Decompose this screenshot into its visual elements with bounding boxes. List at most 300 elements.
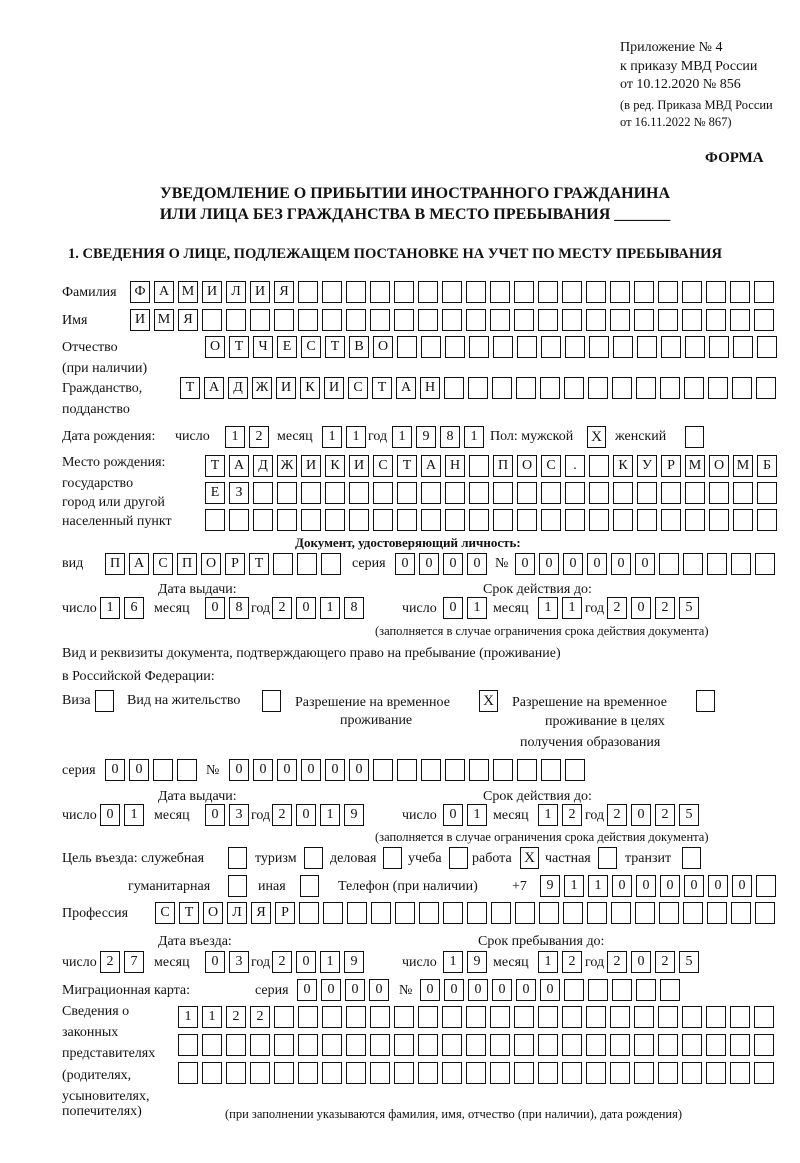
char-cell[interactable]: [706, 1062, 726, 1084]
char-cell[interactable]: [754, 281, 774, 303]
char-cell[interactable]: [229, 509, 249, 531]
char-cell[interactable]: [298, 1006, 318, 1028]
char-cell[interactable]: [418, 1062, 438, 1084]
char-cell[interactable]: С: [301, 336, 321, 358]
char-cell[interactable]: 1: [464, 426, 484, 448]
char-cell[interactable]: К: [613, 455, 633, 477]
char-cell[interactable]: [661, 482, 681, 504]
sex-female-checkbox[interactable]: [685, 426, 704, 448]
char-cell[interactable]: [421, 336, 441, 358]
sex-male-checkbox[interactable]: X: [587, 426, 606, 448]
char-cell[interactable]: С: [373, 455, 393, 477]
char-cell[interactable]: [514, 1062, 534, 1084]
char-cell[interactable]: 1: [564, 875, 584, 897]
char-cell[interactable]: 9: [416, 426, 436, 448]
char-cell[interactable]: 9: [344, 804, 364, 826]
char-cell[interactable]: [321, 553, 341, 575]
char-cell[interactable]: 2: [562, 951, 582, 973]
char-cell[interactable]: [706, 1006, 726, 1028]
char-cell[interactable]: [756, 377, 776, 399]
char-cell[interactable]: [205, 509, 225, 531]
char-cell[interactable]: [636, 377, 656, 399]
char-cell[interactable]: 0: [296, 597, 316, 619]
char-cell[interactable]: 0: [345, 979, 365, 1001]
char-cell[interactable]: [634, 309, 654, 331]
char-cell[interactable]: 8: [344, 597, 364, 619]
char-cell[interactable]: 0: [563, 553, 583, 575]
char-cell[interactable]: [370, 1062, 390, 1084]
char-cell[interactable]: 1: [588, 875, 608, 897]
char-cell[interactable]: [421, 482, 441, 504]
char-cell[interactable]: С: [153, 553, 173, 575]
char-cell[interactable]: [517, 759, 537, 781]
char-cell[interactable]: [517, 482, 537, 504]
char-cell[interactable]: [445, 482, 465, 504]
char-cell[interactable]: 2: [607, 951, 627, 973]
char-cell[interactable]: С: [348, 377, 368, 399]
char-cell[interactable]: [418, 309, 438, 331]
char-cell[interactable]: [347, 902, 367, 924]
char-cell[interactable]: 0: [635, 553, 655, 575]
char-cell[interactable]: [586, 1062, 606, 1084]
char-cell[interactable]: [394, 1006, 414, 1028]
char-cell[interactable]: [442, 281, 462, 303]
char-cell[interactable]: 0: [443, 804, 463, 826]
char-cell[interactable]: [565, 509, 585, 531]
char-cell[interactable]: [589, 509, 609, 531]
char-cell[interactable]: [682, 1006, 702, 1028]
char-cell[interactable]: 2: [100, 951, 120, 973]
char-cell[interactable]: О: [373, 336, 393, 358]
char-cell[interactable]: [346, 281, 366, 303]
char-cell[interactable]: Т: [249, 553, 269, 575]
char-cell[interactable]: [610, 281, 630, 303]
char-cell[interactable]: [466, 1062, 486, 1084]
char-cell[interactable]: [541, 759, 561, 781]
char-cell[interactable]: К: [325, 455, 345, 477]
humanitarian-checkbox[interactable]: [228, 875, 247, 897]
char-cell[interactable]: [562, 1062, 582, 1084]
char-cell[interactable]: [685, 509, 705, 531]
char-cell[interactable]: [298, 1062, 318, 1084]
transit-checkbox[interactable]: [682, 847, 701, 869]
char-cell[interactable]: С: [541, 455, 561, 477]
char-cell[interactable]: [637, 509, 657, 531]
char-cell[interactable]: 0: [253, 759, 273, 781]
char-cell[interactable]: Б: [757, 455, 777, 477]
char-cell[interactable]: П: [177, 553, 197, 575]
char-cell[interactable]: [540, 377, 560, 399]
char-cell[interactable]: [226, 309, 246, 331]
char-cell[interactable]: [517, 509, 537, 531]
char-cell[interactable]: 0: [443, 553, 463, 575]
char-cell[interactable]: [634, 281, 654, 303]
char-cell[interactable]: [730, 309, 750, 331]
char-cell[interactable]: А: [396, 377, 416, 399]
char-cell[interactable]: Д: [228, 377, 248, 399]
char-cell[interactable]: [468, 377, 488, 399]
char-cell[interactable]: [445, 509, 465, 531]
char-cell[interactable]: [202, 1034, 222, 1056]
char-cell[interactable]: 1: [100, 597, 120, 619]
char-cell[interactable]: У: [637, 455, 657, 477]
char-cell[interactable]: [226, 1034, 246, 1056]
char-cell[interactable]: 2: [562, 804, 582, 826]
char-cell[interactable]: Т: [372, 377, 392, 399]
char-cell[interactable]: И: [130, 309, 150, 331]
char-cell[interactable]: [370, 309, 390, 331]
char-cell[interactable]: [637, 482, 657, 504]
char-cell[interactable]: 0: [468, 979, 488, 1001]
char-cell[interactable]: [466, 309, 486, 331]
char-cell[interactable]: 0: [420, 979, 440, 1001]
official-checkbox[interactable]: [228, 847, 247, 869]
char-cell[interactable]: П: [493, 455, 513, 477]
char-cell[interactable]: [707, 553, 727, 575]
char-cell[interactable]: 7: [124, 951, 144, 973]
char-cell[interactable]: М: [154, 309, 174, 331]
char-cell[interactable]: 0: [492, 979, 512, 1001]
char-cell[interactable]: 3: [229, 951, 249, 973]
char-cell[interactable]: [755, 902, 775, 924]
char-cell[interactable]: [730, 1062, 750, 1084]
char-cell[interactable]: Я: [251, 902, 271, 924]
char-cell[interactable]: [346, 1062, 366, 1084]
char-cell[interactable]: Т: [397, 455, 417, 477]
char-cell[interactable]: 0: [540, 979, 560, 1001]
char-cell[interactable]: О: [203, 902, 223, 924]
char-cell[interactable]: [325, 482, 345, 504]
char-cell[interactable]: 1: [124, 804, 144, 826]
char-cell[interactable]: 2: [607, 597, 627, 619]
char-cell[interactable]: [466, 281, 486, 303]
char-cell[interactable]: Т: [180, 377, 200, 399]
char-cell[interactable]: [346, 1034, 366, 1056]
char-cell[interactable]: 9: [540, 875, 560, 897]
char-cell[interactable]: 0: [296, 951, 316, 973]
char-cell[interactable]: [563, 902, 583, 924]
char-cell[interactable]: [757, 336, 777, 358]
char-cell[interactable]: А: [154, 281, 174, 303]
char-cell[interactable]: [298, 1034, 318, 1056]
char-cell[interactable]: [298, 309, 318, 331]
char-cell[interactable]: [731, 553, 751, 575]
char-cell[interactable]: 0: [611, 553, 631, 575]
char-cell[interactable]: [442, 309, 462, 331]
char-cell[interactable]: 0: [395, 553, 415, 575]
char-cell[interactable]: 1: [538, 951, 558, 973]
char-cell[interactable]: [442, 1006, 462, 1028]
char-cell[interactable]: [611, 902, 631, 924]
char-cell[interactable]: [493, 482, 513, 504]
char-cell[interactable]: 8: [440, 426, 460, 448]
char-cell[interactable]: [469, 759, 489, 781]
char-cell[interactable]: И: [276, 377, 296, 399]
char-cell[interactable]: [253, 509, 273, 531]
char-cell[interactable]: [153, 759, 173, 781]
char-cell[interactable]: [418, 1034, 438, 1056]
char-cell[interactable]: [514, 1006, 534, 1028]
char-cell[interactable]: М: [178, 281, 198, 303]
char-cell[interactable]: 0: [467, 553, 487, 575]
char-cell[interactable]: [253, 482, 273, 504]
char-cell[interactable]: 5: [679, 951, 699, 973]
char-cell[interactable]: [397, 336, 417, 358]
char-cell[interactable]: [730, 1006, 750, 1028]
private-checkbox[interactable]: [598, 847, 617, 869]
char-cell[interactable]: [610, 1034, 630, 1056]
char-cell[interactable]: [754, 1034, 774, 1056]
char-cell[interactable]: 1: [178, 1006, 198, 1028]
char-cell[interactable]: 0: [631, 951, 651, 973]
char-cell[interactable]: 0: [444, 979, 464, 1001]
char-cell[interactable]: М: [685, 455, 705, 477]
char-cell[interactable]: Ж: [277, 455, 297, 477]
char-cell[interactable]: 1: [562, 597, 582, 619]
char-cell[interactable]: [322, 1034, 342, 1056]
char-cell[interactable]: [322, 1062, 342, 1084]
char-cell[interactable]: 0: [100, 804, 120, 826]
char-cell[interactable]: 5: [679, 804, 699, 826]
char-cell[interactable]: [564, 377, 584, 399]
char-cell[interactable]: А: [129, 553, 149, 575]
work-checkbox[interactable]: X: [520, 847, 539, 869]
char-cell[interactable]: [322, 281, 342, 303]
char-cell[interactable]: [661, 336, 681, 358]
char-cell[interactable]: 0: [515, 553, 535, 575]
char-cell[interactable]: [418, 1006, 438, 1028]
char-cell[interactable]: [370, 1034, 390, 1056]
char-cell[interactable]: А: [204, 377, 224, 399]
char-cell[interactable]: [610, 1062, 630, 1084]
char-cell[interactable]: И: [250, 281, 270, 303]
char-cell[interactable]: 1: [322, 426, 342, 448]
char-cell[interactable]: [490, 1034, 510, 1056]
char-cell[interactable]: [250, 309, 270, 331]
char-cell[interactable]: [541, 509, 561, 531]
char-cell[interactable]: [658, 1006, 678, 1028]
char-cell[interactable]: [274, 309, 294, 331]
char-cell[interactable]: Р: [661, 455, 681, 477]
char-cell[interactable]: 1: [443, 951, 463, 973]
char-cell[interactable]: [612, 377, 632, 399]
char-cell[interactable]: 0: [539, 553, 559, 575]
trp-checkbox[interactable]: X: [479, 690, 498, 712]
char-cell[interactable]: [202, 309, 222, 331]
char-cell[interactable]: К: [300, 377, 320, 399]
char-cell[interactable]: [443, 902, 463, 924]
char-cell[interactable]: 0: [587, 553, 607, 575]
char-cell[interactable]: [733, 482, 753, 504]
char-cell[interactable]: [301, 509, 321, 531]
char-cell[interactable]: [613, 482, 633, 504]
char-cell[interactable]: 1: [346, 426, 366, 448]
char-cell[interactable]: [299, 902, 319, 924]
char-cell[interactable]: 3: [229, 804, 249, 826]
char-cell[interactable]: 0: [205, 597, 225, 619]
char-cell[interactable]: [178, 1034, 198, 1056]
char-cell[interactable]: 0: [205, 804, 225, 826]
char-cell[interactable]: Ж: [252, 377, 272, 399]
char-cell[interactable]: Л: [227, 902, 247, 924]
char-cell[interactable]: М: [733, 455, 753, 477]
char-cell[interactable]: [397, 759, 417, 781]
char-cell[interactable]: [226, 1062, 246, 1084]
char-cell[interactable]: 0: [205, 951, 225, 973]
char-cell[interactable]: 2: [272, 951, 292, 973]
char-cell[interactable]: [589, 336, 609, 358]
char-cell[interactable]: [419, 902, 439, 924]
char-cell[interactable]: [733, 509, 753, 531]
char-cell[interactable]: [709, 509, 729, 531]
char-cell[interactable]: [490, 1006, 510, 1028]
char-cell[interactable]: [442, 1034, 462, 1056]
char-cell[interactable]: Т: [229, 336, 249, 358]
char-cell[interactable]: 1: [392, 426, 412, 448]
char-cell[interactable]: [562, 281, 582, 303]
char-cell[interactable]: 9: [467, 951, 487, 973]
char-cell[interactable]: [586, 281, 606, 303]
char-cell[interactable]: [732, 377, 752, 399]
char-cell[interactable]: 5: [679, 597, 699, 619]
char-cell[interactable]: З: [229, 482, 249, 504]
char-cell[interactable]: [469, 455, 489, 477]
char-cell[interactable]: [444, 377, 464, 399]
char-cell[interactable]: 0: [105, 759, 125, 781]
char-cell[interactable]: [659, 902, 679, 924]
char-cell[interactable]: [682, 1034, 702, 1056]
char-cell[interactable]: [490, 1062, 510, 1084]
char-cell[interactable]: С: [155, 902, 175, 924]
char-cell[interactable]: 1: [538, 597, 558, 619]
char-cell[interactable]: 9: [344, 951, 364, 973]
char-cell[interactable]: [709, 336, 729, 358]
char-cell[interactable]: 2: [226, 1006, 246, 1028]
char-cell[interactable]: Ф: [130, 281, 150, 303]
char-cell[interactable]: [682, 1062, 702, 1084]
char-cell[interactable]: Я: [178, 309, 198, 331]
char-cell[interactable]: [274, 1034, 294, 1056]
char-cell[interactable]: [658, 281, 678, 303]
char-cell[interactable]: Л: [226, 281, 246, 303]
char-cell[interactable]: [538, 1062, 558, 1084]
char-cell[interactable]: [683, 553, 703, 575]
char-cell[interactable]: [346, 309, 366, 331]
char-cell[interactable]: [493, 509, 513, 531]
char-cell[interactable]: [493, 759, 513, 781]
trp-edu-checkbox[interactable]: [696, 690, 715, 712]
char-cell[interactable]: [373, 482, 393, 504]
char-cell[interactable]: И: [301, 455, 321, 477]
char-cell[interactable]: [298, 281, 318, 303]
char-cell[interactable]: А: [421, 455, 441, 477]
char-cell[interactable]: 0: [297, 979, 317, 1001]
char-cell[interactable]: [395, 902, 415, 924]
char-cell[interactable]: 0: [349, 759, 369, 781]
char-cell[interactable]: [466, 1006, 486, 1028]
char-cell[interactable]: [658, 1062, 678, 1084]
char-cell[interactable]: 0: [296, 804, 316, 826]
char-cell[interactable]: [588, 979, 608, 1001]
char-cell[interactable]: 0: [129, 759, 149, 781]
char-cell[interactable]: [469, 336, 489, 358]
char-cell[interactable]: [754, 309, 774, 331]
char-cell[interactable]: [491, 902, 511, 924]
char-cell[interactable]: [589, 455, 609, 477]
char-cell[interactable]: 0: [708, 875, 728, 897]
business-checkbox[interactable]: [383, 847, 402, 869]
char-cell[interactable]: Я: [274, 281, 294, 303]
char-cell[interactable]: [754, 1062, 774, 1084]
char-cell[interactable]: [682, 309, 702, 331]
char-cell[interactable]: [706, 309, 726, 331]
char-cell[interactable]: 0: [369, 979, 389, 1001]
char-cell[interactable]: [349, 482, 369, 504]
char-cell[interactable]: [683, 902, 703, 924]
char-cell[interactable]: [370, 1006, 390, 1028]
char-cell[interactable]: [586, 1006, 606, 1028]
char-cell[interactable]: [541, 336, 561, 358]
study-checkbox[interactable]: [449, 847, 468, 869]
char-cell[interactable]: [685, 336, 705, 358]
char-cell[interactable]: [610, 309, 630, 331]
char-cell[interactable]: [177, 759, 197, 781]
tourism-checkbox[interactable]: [304, 847, 323, 869]
char-cell[interactable]: [634, 1006, 654, 1028]
char-cell[interactable]: [492, 377, 512, 399]
char-cell[interactable]: 2: [655, 951, 675, 973]
char-cell[interactable]: 2: [250, 1006, 270, 1028]
char-cell[interactable]: [706, 281, 726, 303]
char-cell[interactable]: [250, 1034, 270, 1056]
char-cell[interactable]: [562, 309, 582, 331]
char-cell[interactable]: 1: [467, 597, 487, 619]
char-cell[interactable]: [684, 377, 704, 399]
char-cell[interactable]: [538, 1034, 558, 1056]
char-cell[interactable]: [565, 482, 585, 504]
char-cell[interactable]: [562, 1034, 582, 1056]
char-cell[interactable]: [493, 336, 513, 358]
char-cell[interactable]: 2: [607, 804, 627, 826]
char-cell[interactable]: [706, 1034, 726, 1056]
char-cell[interactable]: .: [565, 455, 585, 477]
char-cell[interactable]: [659, 553, 679, 575]
char-cell[interactable]: 1: [225, 426, 245, 448]
char-cell[interactable]: О: [517, 455, 537, 477]
char-cell[interactable]: 1: [467, 804, 487, 826]
char-cell[interactable]: Ч: [253, 336, 273, 358]
residence-checkbox[interactable]: [262, 690, 281, 712]
char-cell[interactable]: Д: [253, 455, 273, 477]
char-cell[interactable]: 0: [612, 875, 632, 897]
char-cell[interactable]: [588, 377, 608, 399]
char-cell[interactable]: 0: [516, 979, 536, 1001]
char-cell[interactable]: 0: [636, 875, 656, 897]
char-cell[interactable]: [538, 309, 558, 331]
char-cell[interactable]: 1: [538, 804, 558, 826]
char-cell[interactable]: О: [205, 336, 225, 358]
char-cell[interactable]: [277, 482, 297, 504]
char-cell[interactable]: В: [349, 336, 369, 358]
char-cell[interactable]: [541, 482, 561, 504]
char-cell[interactable]: [634, 1062, 654, 1084]
char-cell[interactable]: 1: [202, 1006, 222, 1028]
char-cell[interactable]: [421, 759, 441, 781]
char-cell[interactable]: [421, 509, 441, 531]
char-cell[interactable]: Т: [205, 455, 225, 477]
char-cell[interactable]: Н: [420, 377, 440, 399]
char-cell[interactable]: [394, 281, 414, 303]
